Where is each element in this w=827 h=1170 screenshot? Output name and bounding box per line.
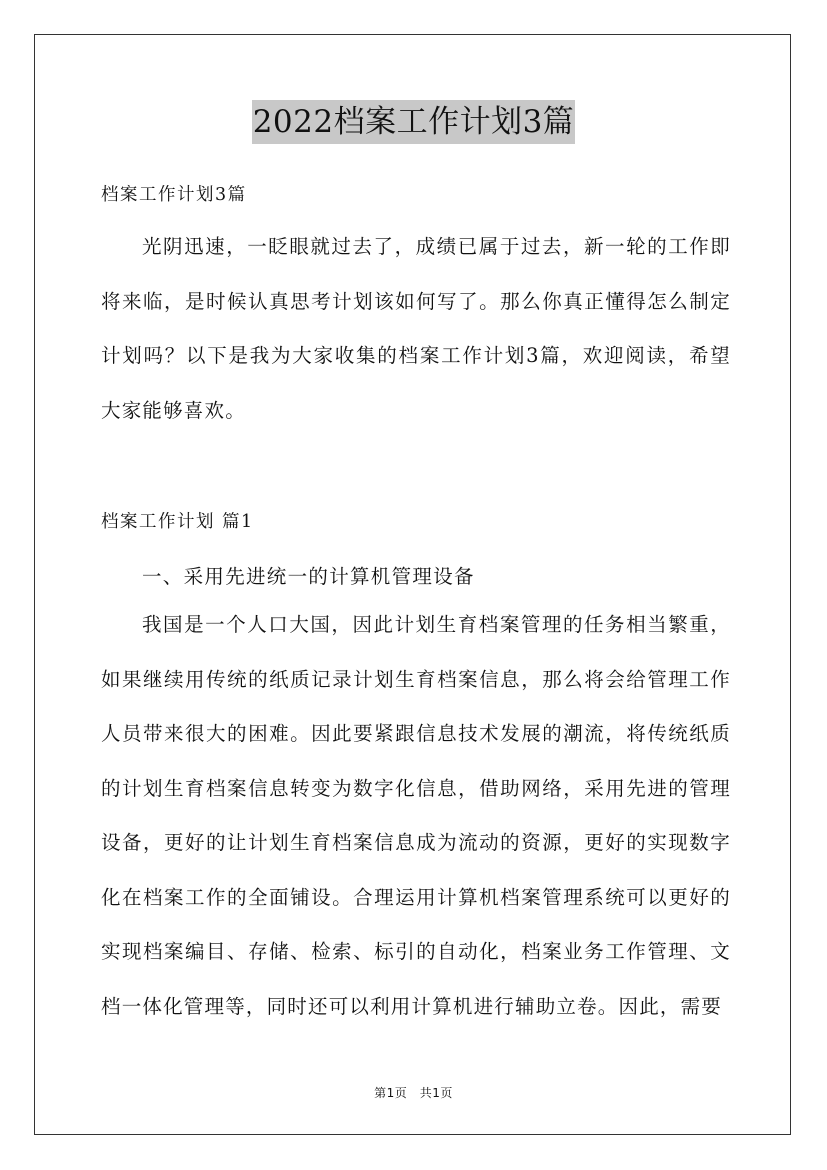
intro-paragraph: 光阴迅速，一眨眼就过去了，成绩已属于过去，新一轮的工作即将来临，是时候认真思考计划该如何写了。那么你真正懂得怎么制定计划吗？以下是我为大家收集的档案工作计划3篇，欢迎阅读，希望大家能够喜欢。 bbox=[101, 235, 731, 422]
document-subtitle: 档案工作计划3篇 bbox=[101, 185, 247, 205]
page-footer: 第1页 共1页 bbox=[374, 1086, 453, 1100]
document-title-text: 2022档案工作计划3篇 bbox=[252, 100, 576, 144]
item-heading: 一、采用先进统一的计算机管理设备 bbox=[142, 565, 475, 588]
body-paragraph: 我国是一个人口大国，因此计划生育档案管理的任务相当繁重，如果继续用传统的纸质记录计划生育档案信息，那么将会给管理工作人员带来很大的困难。因此要紧跟信息技术发展的潮流，将传统纸质的计划生育档案信息转变为数字化信息，借助网络，采用先进的管理设备，更好的让计划生育档案信息成为流动的资源，更好的实现数字化在档案工作的全面铺设。合理运用计算机档案管理系统可以更好的实现档案编目、存储、检索、标引的自动化，档案业务工作管理、文档一体化管理等，同时还可以利用计算机进行辅助立卷。因此，需要 bbox=[101, 613, 731, 1018]
document-title bbox=[0, 100, 827, 149]
section-heading: 档案工作计划 篇1 bbox=[101, 512, 254, 532]
